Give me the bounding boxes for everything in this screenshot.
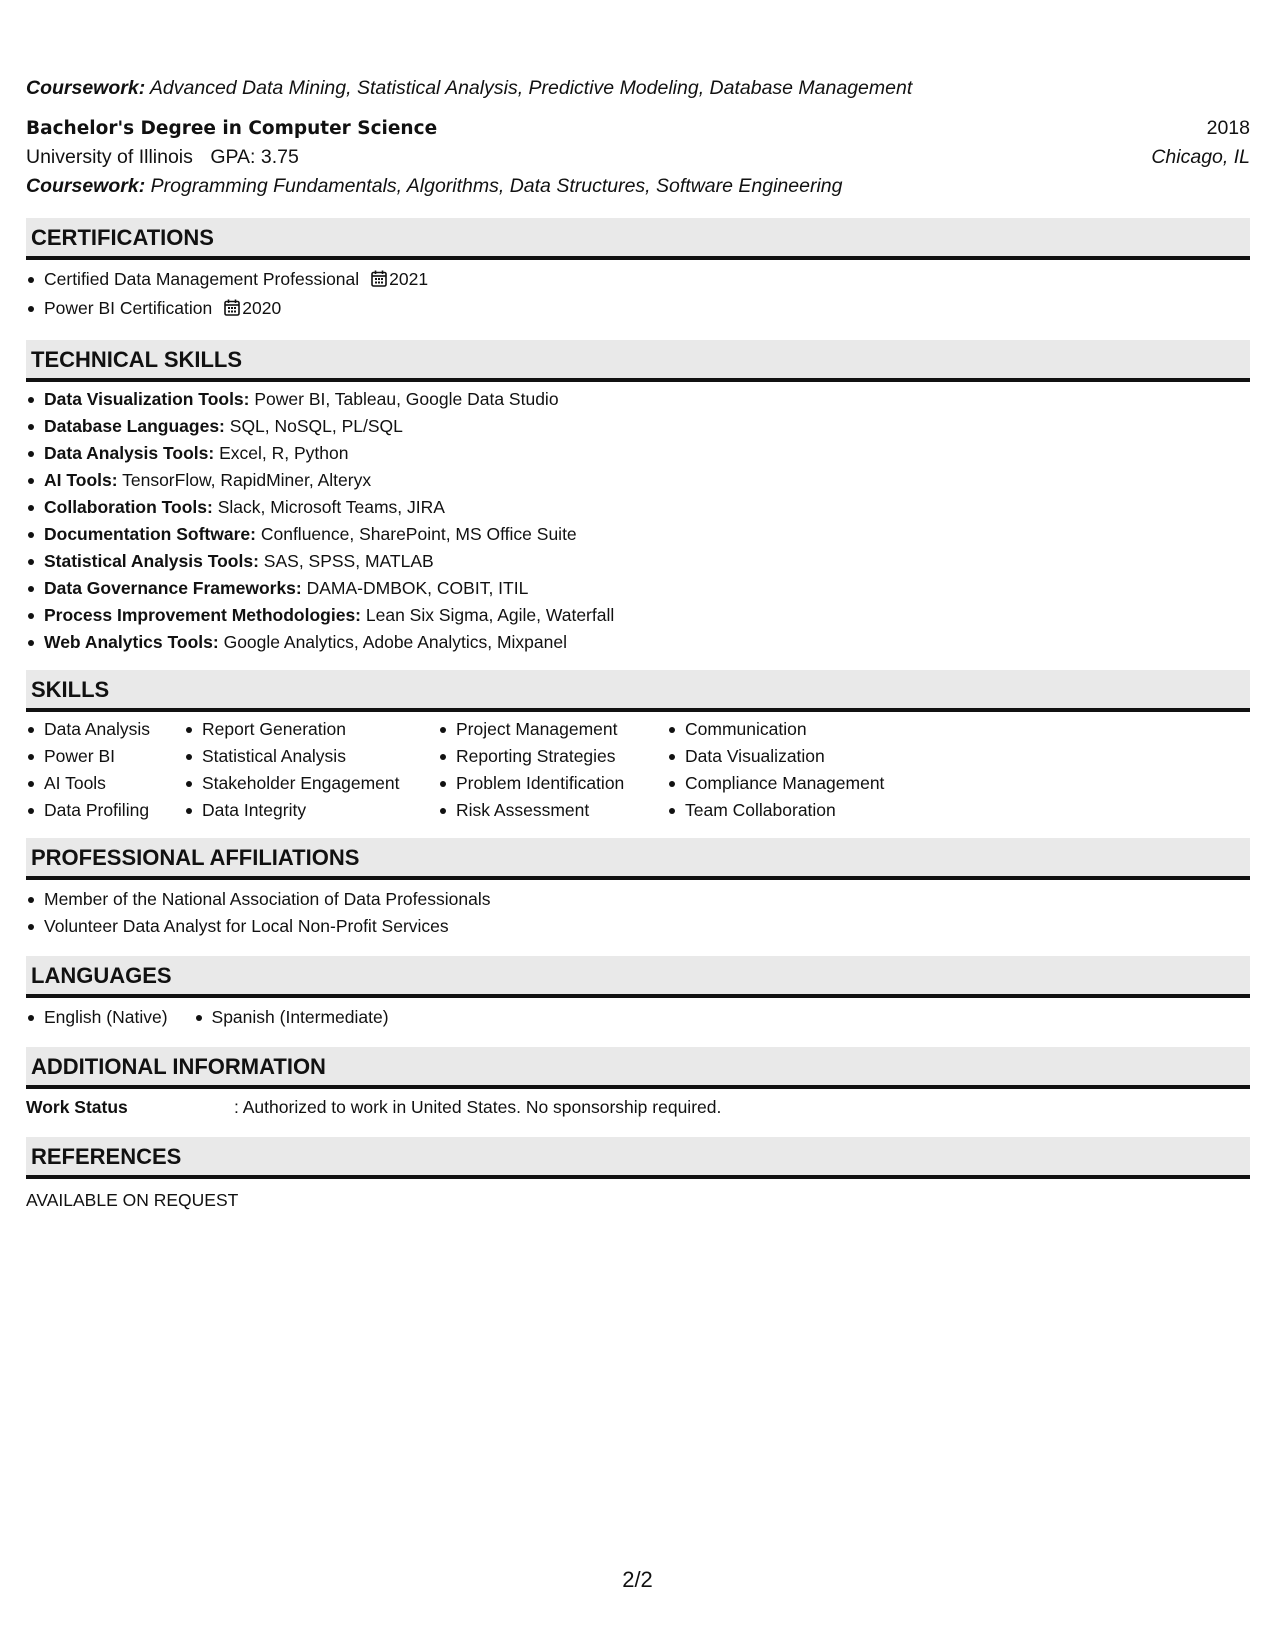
skill-item: Risk Assessment xyxy=(438,797,667,824)
technical-skill-item xyxy=(26,386,1250,413)
skill-values: Confluence, SharePoint, MS Office Suite xyxy=(260,524,577,544)
school-location: Chicago, IL xyxy=(1151,146,1250,168)
language-item: Spanish (Intermediate) xyxy=(194,1004,389,1031)
skill-item: Stakeholder Engagement xyxy=(184,770,438,797)
school-row xyxy=(26,143,1250,172)
skill-item: Data Integrity xyxy=(184,797,438,824)
additional-info-section xyxy=(26,1047,1250,1120)
skill-item: Power BI xyxy=(26,743,184,770)
references-text: AVAILABLE ON REQUEST xyxy=(26,1190,239,1210)
skill-item: Data Analysis xyxy=(26,716,184,743)
affiliations-list xyxy=(26,886,1250,940)
skill-category: Statistical Analysis Tools: xyxy=(44,551,259,571)
skill-item: Problem Identification xyxy=(438,770,667,797)
skill-category: Process Improvement Methodologies: xyxy=(44,605,362,625)
skill-values: SQL, NoSQL, PL/SQL xyxy=(229,416,403,436)
skill-item: Report Generation xyxy=(184,716,438,743)
skill-values: SAS, SPSS, MATLAB xyxy=(263,551,434,571)
technical-skill-item xyxy=(26,575,1250,602)
graduation-year: 2018 xyxy=(1206,117,1250,139)
work-status-row xyxy=(26,1094,1250,1120)
skill-item: Data Visualization xyxy=(667,743,884,770)
skill-values: DAMA-DMBOK, COBIT, ITIL xyxy=(306,578,529,598)
skill-values: Excel, R, Python xyxy=(219,443,349,463)
skill-item: Communication xyxy=(667,716,884,743)
section-heading: ADDITIONAL INFORMATION xyxy=(26,1047,1250,1089)
references-section xyxy=(26,1137,1250,1213)
skill-category: Data Analysis Tools: xyxy=(44,443,215,463)
skill-category: Data Governance Frameworks: xyxy=(44,578,302,598)
section-heading: TECHNICAL SKILLS xyxy=(26,340,1250,382)
language-list xyxy=(194,1004,415,1031)
languages-row xyxy=(26,1004,1250,1031)
section-heading: CERTIFICATIONS xyxy=(26,218,1250,260)
calendar-icon xyxy=(371,268,387,295)
section-heading: REFERENCES xyxy=(26,1137,1250,1179)
skill-item: Statistical Analysis xyxy=(184,743,438,770)
calendar-icon xyxy=(224,297,240,324)
education-section xyxy=(26,0,1250,200)
certifications-section xyxy=(26,218,1250,324)
coursework-text: Advanced Data Mining, Statistical Analysis, Predictive Modeling, Database Management xyxy=(149,77,913,99)
skill-values: Google Analytics, Adobe Analytics, Mixpanel xyxy=(223,632,567,652)
page-number: 2/2 xyxy=(622,1567,653,1592)
technical-skill-item xyxy=(26,467,1250,494)
skills-column xyxy=(438,716,667,824)
skills-column xyxy=(184,716,438,824)
skill-item: Team Collaboration xyxy=(667,797,884,824)
skill-category: Collaboration Tools: xyxy=(44,497,213,517)
technical-skill-item xyxy=(26,548,1250,575)
coursework-text: Programming Fundamentals, Algorithms, Data Structures, Software Engineering xyxy=(150,175,843,197)
skill-values: Lean Six Sigma, Agile, Waterfall xyxy=(365,605,615,625)
affiliation-item: Volunteer Data Analyst for Local Non-Profit Services xyxy=(26,913,1250,940)
gpa: GPA: 3.75 xyxy=(210,146,299,168)
skills-column xyxy=(26,716,184,824)
skill-item: Data Profiling xyxy=(26,797,184,824)
school-name: University of Illinois xyxy=(26,146,193,168)
affiliations-section xyxy=(26,838,1250,940)
skill-item: Compliance Management xyxy=(667,770,884,797)
coursework-label: Coursework: xyxy=(26,77,146,99)
certification-year: 2021 xyxy=(389,269,429,289)
certification-name: Certified Data Management Professional xyxy=(44,269,360,289)
certifications-list xyxy=(26,266,1250,324)
skill-values: TensorFlow, RapidMiner, Alteryx xyxy=(122,470,372,490)
languages-section xyxy=(26,956,1250,1031)
work-status-label: Work Status xyxy=(26,1097,128,1117)
skill-values: Power BI, Tableau, Google Data Studio xyxy=(254,389,559,409)
resume-page xyxy=(26,0,1250,1213)
language-item: English (Native) xyxy=(26,1004,168,1031)
skill-category: Database Languages: xyxy=(44,416,225,436)
technical-skills-list xyxy=(26,386,1250,656)
technical-skill-item xyxy=(26,440,1250,467)
skills-grid xyxy=(26,716,1250,824)
skills-section xyxy=(26,670,1250,824)
skill-category: AI Tools: xyxy=(44,470,118,490)
skill-item: Reporting Strategies xyxy=(438,743,667,770)
section-heading: LANGUAGES xyxy=(26,956,1250,998)
certification-name: Power BI Certification xyxy=(44,298,213,318)
technical-skills-section xyxy=(26,340,1250,656)
section-heading: PROFESSIONAL AFFILIATIONS xyxy=(26,838,1250,880)
affiliation-item: Member of the National Association of Data Professionals xyxy=(26,886,1250,913)
skill-item: Project Management xyxy=(438,716,667,743)
degree-row xyxy=(26,114,1250,143)
coursework-label: Coursework: xyxy=(26,175,146,197)
work-status-value: : Authorized to work in United States. No sponsorship required. xyxy=(234,1097,722,1117)
certification-item xyxy=(26,295,1250,324)
certification-item xyxy=(26,266,1250,295)
technical-skill-item xyxy=(26,521,1250,548)
coursework-line xyxy=(26,172,1250,200)
degree-title: Bachelor's Degree in Computer Science xyxy=(26,118,438,139)
coursework-line xyxy=(26,74,1250,102)
technical-skill-item xyxy=(26,413,1250,440)
skills-column xyxy=(667,716,884,824)
technical-skill-item xyxy=(26,602,1250,629)
skill-item: AI Tools xyxy=(26,770,184,797)
skill-category: Documentation Software: xyxy=(44,524,256,544)
skill-category: Web Analytics Tools: xyxy=(44,632,219,652)
language-list xyxy=(26,1004,194,1031)
technical-skill-item xyxy=(26,494,1250,521)
skill-values: Slack, Microsoft Teams, JIRA xyxy=(217,497,445,517)
skill-category: Data Visualization Tools: xyxy=(44,389,250,409)
technical-skill-item xyxy=(26,629,1250,656)
certification-year: 2020 xyxy=(242,298,282,318)
section-heading: SKILLS xyxy=(26,670,1250,712)
